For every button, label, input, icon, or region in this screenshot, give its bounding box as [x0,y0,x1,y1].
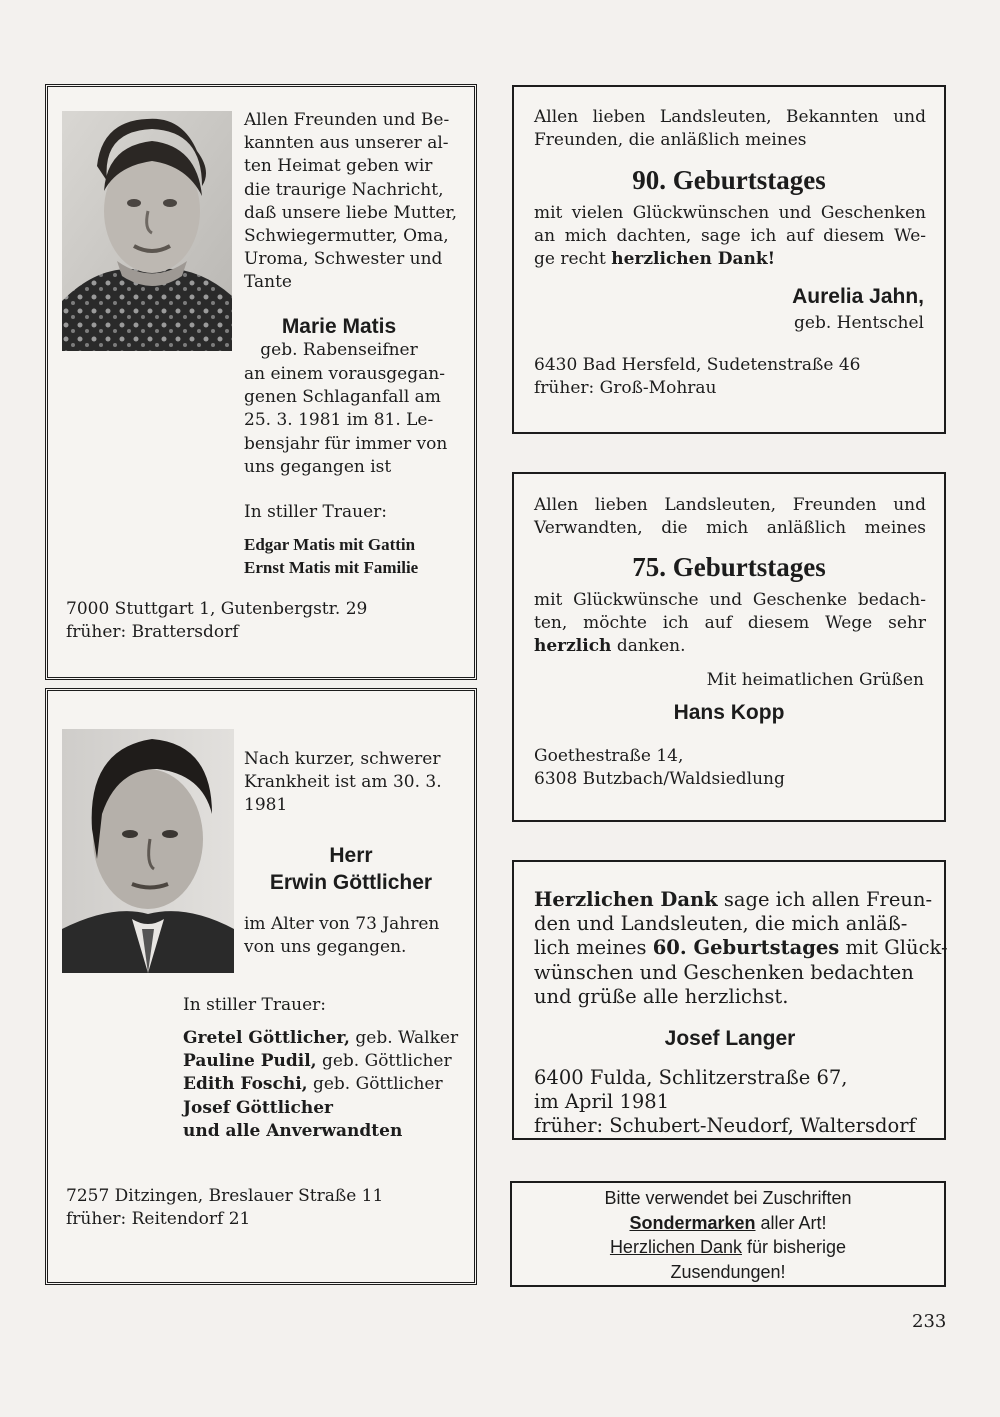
greeting: Mit heimatlichen Grüßen [706,670,924,690]
text-line: Herzlichen Dank für bisherige [609,1237,847,1258]
thanks-text [534,888,948,1009]
thanks-aurelia-jahn [512,85,946,434]
thanks-josef-langer [512,860,946,1140]
mourner: Edgar Matis mit Gattin [244,535,416,554]
deceased-name: Marie Matis [281,315,397,338]
notice-text [512,1186,944,1284]
birth-name: geb. Hentschel [794,313,924,333]
page-number: 233 [912,1311,947,1332]
mourning-label: In stiller Trauer: [244,502,387,522]
text-line: uns gegangen ist [244,456,392,477]
thanks-intro [534,494,926,540]
mourner: Edith Foschi, geb. Göttlicher [183,1074,443,1095]
former-residence: früher: Reitendorf 21 [66,1209,251,1229]
text-line: Uroma, Schwester und [244,249,443,270]
text-line: Freunden, die anläßlich meines [534,130,807,151]
signer-name: Josef Langer [664,1027,796,1050]
thanks-hans-kopp [512,472,946,822]
text-line: im Alter von 73 Jahren [244,914,440,934]
deceased-title: Herr [329,844,373,867]
signer-name: Aurelia Jahn, [792,285,924,308]
address: Goethestraße 14, [534,746,684,766]
text-line: Allen Freunden und Be- [244,110,450,130]
stamps-notice [510,1181,946,1287]
text-line: ten Heimat geben wir [244,156,433,177]
text-line: kannten aus unserer al- [244,133,449,154]
text-line: wünschen und Geschenken bedachten [534,960,914,984]
text-line: 1981 [244,795,288,816]
text-line: den und Landsleuten, die mich anläß- [534,912,908,936]
mourning-label: In stiller Trauer: [183,995,326,1015]
text-line: Allen lieben Landsleuten, Bekannten und [534,107,926,127]
text-line: herzlich danken. [534,636,686,657]
obituary-intro [244,748,460,818]
thanks-body [534,202,926,272]
address: 6308 Butzbach/Waldsiedlung [534,769,785,789]
mourner: und alle Anverwandten [183,1120,403,1141]
portrait-photo-woman [62,111,232,351]
address: 7000 Stuttgart 1, Gutenbergstr. 29 [66,599,368,619]
text-line: Bitte verwendet bei Zuschriften [604,1188,852,1208]
address: 6430 Bad Hersfeld, Sudetenstraße 46 [534,355,861,375]
text-line: Herzlichen Dank sage ich allen Freun- [534,888,933,911]
text-line: Zusendungen! [670,1261,786,1282]
date: im April 1981 [534,1090,670,1113]
portrait-photo-man [62,729,234,973]
obituary-body [244,913,460,959]
deceased-name: Erwin Göttlicher [269,871,433,894]
text-line: an einem vorausgegan- [244,364,445,384]
mourner: Pauline Pudil, geb. Göttlicher [183,1051,452,1072]
mourner: Gretel Göttlicher, geb. Walker [183,1028,459,1048]
text-line: von uns gegangen. [244,937,407,958]
text-line: mit Glückwünsche und Geschenke bedach- [534,590,926,610]
text-line: und grüße alle herzlichst. [534,984,789,1008]
address: 7257 Ditzingen, Breslauer Straße 11 [66,1186,384,1206]
mourner: Ernst Matis mit Familie [244,558,419,577]
text-line: Nach kurzer, schwerer [244,749,441,769]
text-line: Schwiegermutter, Oma, [244,226,449,247]
occasion: 75. Geburtstages [632,552,826,582]
obituary-intro [244,109,458,295]
text-line: Krankheit ist am 30. 3. [244,772,442,793]
obituary-body [244,363,458,479]
text-line: 25. 3. 1981 im 81. Le- [244,410,434,431]
text-line: daß unsere liebe Mutter, [244,202,458,223]
text-line: lich meines 60. Geburtstages mit Glück- [534,936,948,960]
text-line: an mich dachten, sage ich auf diesem We- [534,226,926,247]
obituary-erwin-goettlicher [45,688,477,1285]
text-line: genen Schlaganfall am [244,387,441,408]
signer-name: Hans Kopp [673,701,785,724]
mourner: Josef Göttlicher [183,1097,333,1118]
text-line: ge recht herzlichen Dank! [534,249,776,270]
text-line: Allen lieben Landsleuten, Freunden und [534,495,926,515]
text-line: die traurige Nachricht, [244,179,444,200]
former-residence: früher: Brattersdorf [66,622,239,642]
former-residence: früher: Schubert-Neudorf, Waltersdorf [534,1114,916,1137]
occasion: 90. Geburtstages [632,165,826,195]
address: 6400 Fulda, Schlitzerstraße 67, [534,1066,848,1089]
text-line: Sondermarken aller Art! [629,1212,827,1233]
text-line: ten, möchte ich auf diesem Wege sehr [534,613,926,634]
text-line: bensjahr für immer von [244,433,448,454]
mourner-list [183,1027,458,1143]
birth-name: geb. Rabenseifner [260,340,418,360]
former-residence: früher: Groß-Mohrau [534,378,717,398]
obituary-marie-matis [45,84,477,680]
text-line: mit vielen Glückwünschen und Geschenken [534,203,926,223]
address-block [534,1066,916,1138]
thanks-intro [534,106,926,152]
text-line: Verwandten, die mich anläßlich meines [534,518,926,539]
text-line: Tante [244,272,292,293]
thanks-body [534,589,926,659]
